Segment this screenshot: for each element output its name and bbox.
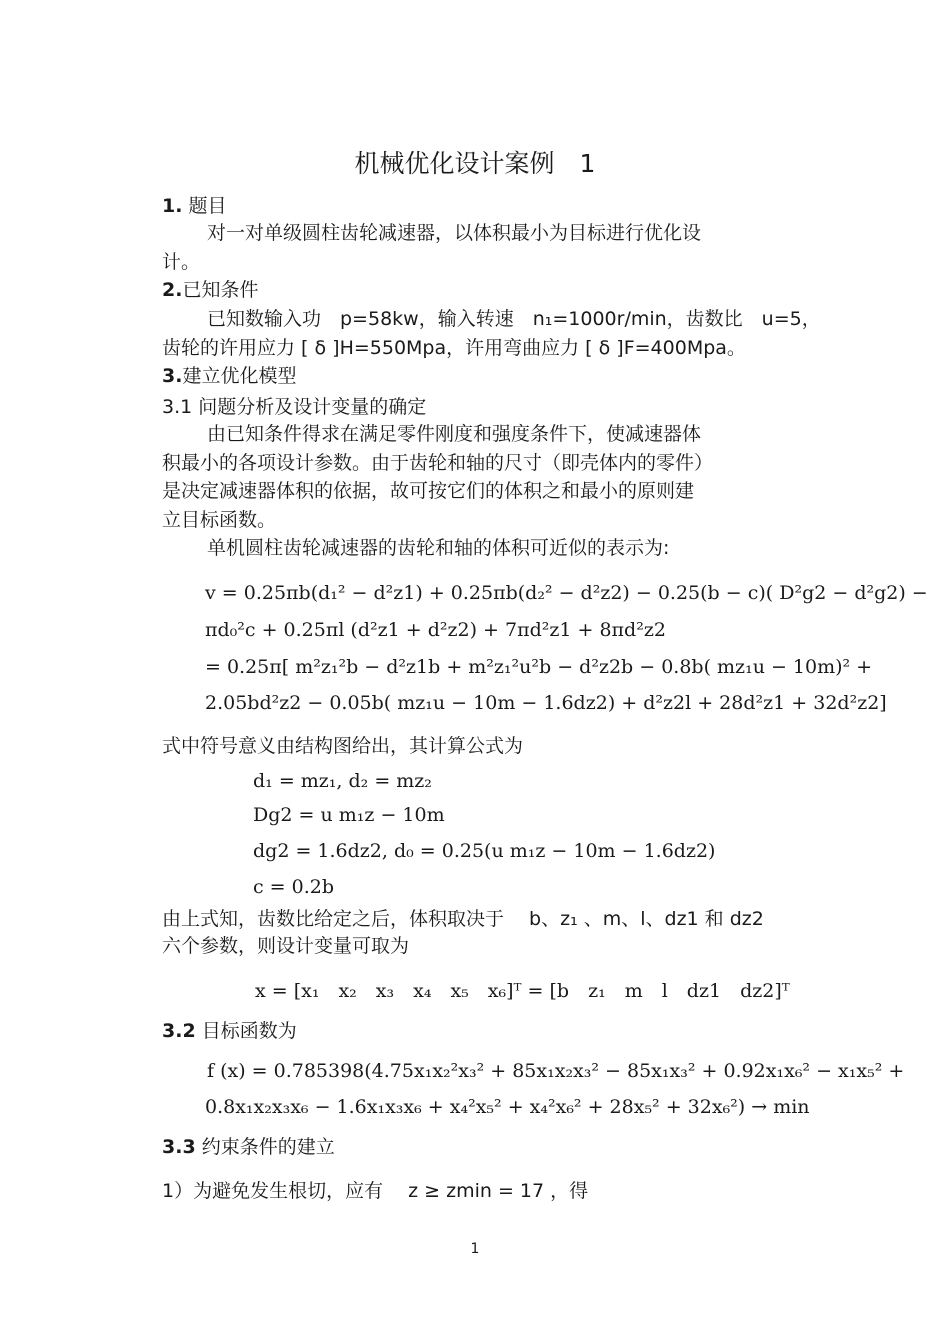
volume-equation-line-1: v = 0.25πb(d₁² − d²z1) + 0.25πb(d₂² − d²z2) − 0.25(b − c)( D²g2 − d²g2) − bbox=[205, 582, 928, 604]
objective-equation-line-2: 0.8x₁x₂x₃x₆ − 1.6x₁x₃x₆ + x₄²x₅² + x₄²x₆² + 28x₅² + 32x₆²) → min bbox=[205, 1096, 810, 1118]
section-3-1-paragraph-5: 单机圆柱齿轮减速器的齿轮和轴的体积可近似的表示为: bbox=[207, 537, 670, 559]
section-1-number: 1. bbox=[162, 195, 183, 217]
section-1-text-2: 计。 bbox=[162, 251, 201, 273]
section-2-number: 2. bbox=[162, 279, 183, 301]
section-3-1-paragraph-1: 由已知条件得求在满足零件刚度和强度条件下，使减速器体 bbox=[207, 423, 702, 445]
section-1-label: 题目 bbox=[188, 195, 227, 217]
volume-equation-line-4: 2.05bd²z2 − 0.05b( mz₁u − 10m − 1.6dz2) + d²z2l + 28d²z1 + 32d²z2] bbox=[205, 692, 887, 714]
section-2-text-2: 齿轮的许用应力 [ δ ]H=550Mpa，许用弯曲应力 [ δ ]F=400Mpa。 bbox=[162, 337, 746, 359]
section-3-heading bbox=[162, 363, 296, 389]
page-number: 1 bbox=[470, 1241, 480, 1257]
section-3-2-number: 3.2 bbox=[162, 1020, 196, 1042]
section-3-3-number: 3.3 bbox=[162, 1136, 196, 1158]
section-2-heading bbox=[162, 277, 258, 303]
section-3-number: 3. bbox=[162, 365, 183, 387]
section-3-1-paragraph-3: 是决定减速器体积的依据，故可按它们的体积之和最小的原则建 bbox=[162, 480, 695, 502]
formula-dg2-d0: dg2 = 1.6dz2, d₀ = 0.25(u m₁z − 10m − 1.6dz2) bbox=[253, 840, 716, 862]
section-3-1-paragraph-8: 六个参数，则设计变量可取为 bbox=[162, 935, 410, 957]
section-3-1-paragraph-2: 积最小的各项设计参数。由于齿轮和轴的尺寸（即壳体内的零件） bbox=[162, 452, 714, 474]
design-variable-vector: x = [x₁ x₂ x₃ x₄ x₅ x₆]ᵀ = [b z₁ m l dz1 dz2]ᵀ bbox=[255, 980, 790, 1002]
section-3-2-heading bbox=[162, 1018, 297, 1044]
section-3-3-heading bbox=[162, 1134, 335, 1160]
section-3-label: 建立优化模型 bbox=[182, 365, 297, 387]
section-1-text-1: 对一对单级圆柱齿轮减速器，以体积最小为目标进行优化设 bbox=[207, 222, 702, 244]
section-3-1-heading: 3.1 问题分析及设计变量的确定 bbox=[162, 396, 427, 418]
formula-gear-diameters: d₁ = mz₁, d₂ = mz₂ bbox=[253, 770, 432, 792]
constraint-1-text: 1）为避免发生根切，应有 z ≥ zmin = 17 ，得 bbox=[162, 1180, 589, 1202]
section-3-1-paragraph-7: 由上式知，齿数比给定之后，体积取决于 b、z₁ 、m、l、dz1 和 dz2 bbox=[162, 908, 764, 930]
volume-equation-line-2: πd₀²c + 0.25πl (d²z1 + d²z2) + 7πd²z1 + 8πd²z2 bbox=[205, 619, 666, 641]
document-title: 机械优化设计案例 1 bbox=[354, 149, 596, 178]
section-3-2-label: 目标函数为 bbox=[201, 1020, 297, 1042]
formula-c: c = 0.2b bbox=[253, 876, 335, 898]
section-3-3-label: 约束条件的建立 bbox=[201, 1136, 335, 1158]
volume-equation-line-3: = 0.25π[ m²z₁²b − d²z1b + m²z₁²u²b − d²z2b − 0.8b( mz₁u − 10m)² + bbox=[205, 656, 873, 678]
section-3-1-paragraph-6: 式中符号意义由结构图给出，其计算公式为 bbox=[162, 735, 524, 757]
formula-dg2-outer: Dg2 = u m₁z − 10m bbox=[253, 804, 445, 826]
section-1-heading bbox=[162, 193, 227, 219]
section-2-text-1: 已知数输入功 p=58kw，输入转速 n₁=1000r/min，齿数比 u=5， bbox=[207, 308, 821, 330]
section-3-1-paragraph-4: 立目标函数。 bbox=[162, 509, 277, 531]
objective-equation-line-1: f (x) = 0.785398(4.75x₁x₂²x₃² + 85x₁x₂x₃² − 85x₁x₃² + 0.92x₁x₆² − x₁x₅² + bbox=[207, 1060, 905, 1082]
section-2-label: 已知条件 bbox=[182, 279, 259, 301]
